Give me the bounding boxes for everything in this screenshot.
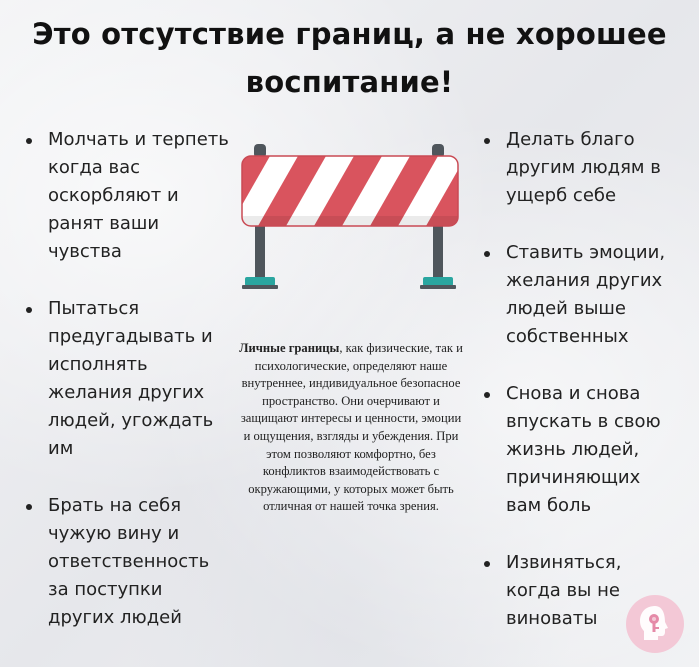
right-list: [484, 126, 674, 633]
description-text: , как физические, так и психологические, определяют наше внутреннее, индивидуальное безопасное пространство. Они очерчивают и защищают интересы и ценности, эмоции и ощущения, взгляды и убеждения. При этом позволяют комфортно, без конфликтов взаимодействовать с окружающими, у которых может быть отличная от нашей точка зрения.: [240, 341, 463, 514]
list-item: [484, 380, 674, 520]
list-item-text: Делать благо другим людям в ущерб себе: [506, 129, 661, 206]
road-barrier-icon: [240, 142, 460, 297]
left-list: [26, 126, 231, 632]
list-item-text: Снова и снова впускать в свою жизнь людей, причиняющих вам боль: [506, 383, 661, 516]
list-item-text: Молчать и терпеть когда вас оскорбляют и ранят ваши чувства: [48, 129, 229, 262]
bullet-icon: [484, 561, 490, 567]
head-silhouette-logo-icon: [625, 594, 685, 654]
page-title: Это отсутствие границ, а не хорошее воспитание!: [32, 17, 667, 99]
list-item: [26, 126, 231, 266]
bullet-icon: [26, 307, 32, 313]
bullet-icon: [26, 504, 32, 510]
list-item: [484, 239, 674, 351]
list-item-text: Извиняться, когда вы не виноваты: [506, 552, 622, 629]
description-term: Личные границы: [239, 341, 340, 355]
list-item: [26, 492, 231, 632]
list-item: [26, 295, 231, 463]
bullet-icon: [484, 392, 490, 398]
list-item: [484, 126, 674, 210]
list-item-text: Пытаться предугадывать и исполнять желания других людей, угождать им: [48, 298, 214, 459]
list-item-text: Брать на себя чужую вину и ответственность за поступки других людей: [48, 495, 210, 628]
bullet-icon: [26, 138, 32, 144]
boundaries-description: [238, 340, 464, 516]
list-item-text: Ставить эмоции, желания других людей выше собственных: [506, 242, 666, 347]
bullet-icon: [484, 251, 490, 257]
bullet-icon: [484, 138, 490, 144]
